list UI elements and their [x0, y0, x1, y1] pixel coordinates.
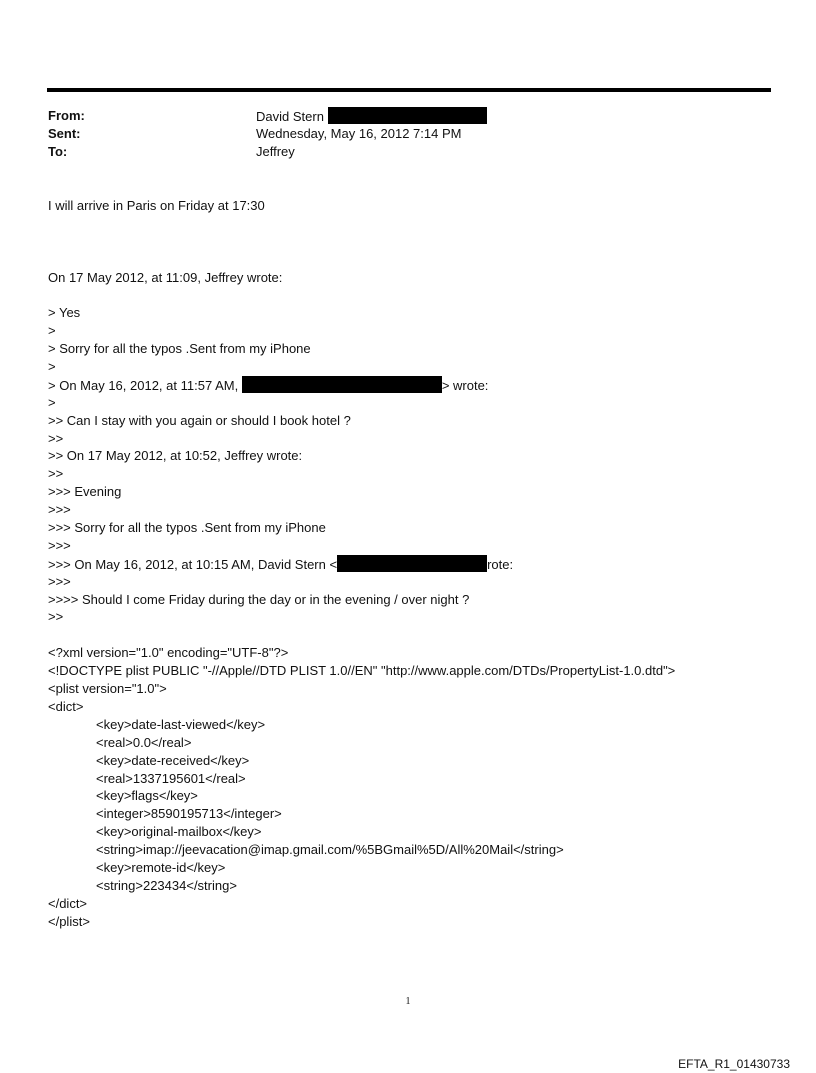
plist-line: <key>date-received</key> [96, 752, 250, 768]
body-line: On 17 May 2012, at 11:09, Jeffrey wrote: [48, 269, 283, 285]
quoted-line: > [48, 359, 56, 375]
quoted-line: > Yes [48, 305, 81, 321]
sent-value: Wednesday, May 16, 2012 7:14 PM [256, 126, 462, 141]
quoted-line-start: >>> On May 16, 2012, at 10:15 AM, David Stern < [48, 556, 338, 572]
to-label: To: [48, 144, 68, 159]
blank-line [48, 233, 788, 251]
quoted-line-start: > On May 16, 2012, at 11:57 AM, [48, 377, 239, 393]
blank-line [48, 626, 788, 644]
from-name: David Stern [256, 109, 324, 124]
quoted-line: >>> Sorry for all the typos .Sent from my iPhone [48, 520, 326, 536]
plist-line: <key>flags</key> [96, 788, 198, 804]
quoted-line: >>> Evening [48, 484, 122, 500]
from-label: From: [48, 108, 85, 123]
plist-line: <real>0.0</real> [96, 734, 192, 750]
bates-stamp: EFTA_R1_01430733 [678, 1057, 790, 1071]
quoted-line [48, 376, 788, 394]
quoted-line: >> [48, 466, 64, 482]
plist-line: <?xml version="1.0" encoding="UTF-8"?> [48, 645, 289, 661]
plist-line: <integer>8590195713</integer> [96, 806, 282, 822]
plist-line: <key>date-last-viewed</key> [96, 716, 266, 732]
redaction-box [337, 555, 487, 572]
quoted-line: > [48, 394, 56, 410]
plist-line: <key>remote-id</key> [96, 859, 226, 875]
plist-line: </dict> [48, 895, 88, 911]
to-value: Jeffrey [256, 144, 295, 159]
page-number: 1 [405, 996, 411, 1007]
quoted-line: > [48, 323, 56, 339]
plist-line: <string>imap://jeevacation@imap.gmail.com/%5BGmail%5D/All%20Mail</string> [96, 842, 564, 858]
to-row [48, 143, 748, 161]
sent-label: Sent: [48, 126, 81, 141]
plist-line: <!DOCTYPE plist PUBLIC "-//Apple//DTD PLIST 1.0//EN" "http://www.apple.com/DTDs/PropertyList-1.0.dtd"> [48, 663, 676, 679]
quoted-line-end: rote: [487, 556, 514, 572]
quoted-line: > Sorry for all the typos .Sent from my iPhone [48, 341, 311, 357]
blank-line [48, 251, 788, 269]
quoted-line [48, 555, 788, 573]
quoted-line: >>> [48, 502, 71, 518]
redaction-box [242, 376, 442, 393]
plist-line: <string>223434</string> [96, 877, 237, 893]
plist-line: <key>original-mailbox</key> [96, 824, 262, 840]
quoted-line: >> Can I stay with you again or should I book hotel ? [48, 412, 351, 428]
quoted-line: >>>> Should I come Friday during the day or in the evening / over night ? [48, 591, 470, 607]
body-line: I will arrive in Paris on Friday at 17:30 [48, 198, 265, 213]
quoted-line: >>> [48, 537, 71, 553]
quoted-line: >> On 17 May 2012, at 10:52, Jeffrey wrote: [48, 448, 303, 464]
plist-line: </plist> [48, 913, 90, 929]
email-body [48, 197, 788, 931]
quoted-line: >>> [48, 573, 71, 589]
plist-line: <dict> [48, 698, 84, 714]
plist-line: <plist version="1.0"> [48, 681, 167, 697]
redaction-box [328, 107, 487, 124]
quoted-line-end: > wrote: [441, 377, 489, 393]
blank-line [48, 215, 788, 233]
sent-row [48, 125, 748, 143]
quoted-line: >> [48, 430, 64, 446]
from-row [48, 107, 748, 125]
email-header [48, 107, 748, 161]
from-value [256, 107, 487, 126]
plist-line: <real>1337195601</real> [96, 770, 246, 786]
blank-line [48, 286, 788, 304]
top-rule [47, 88, 771, 92]
quoted-line: >> [48, 609, 64, 625]
